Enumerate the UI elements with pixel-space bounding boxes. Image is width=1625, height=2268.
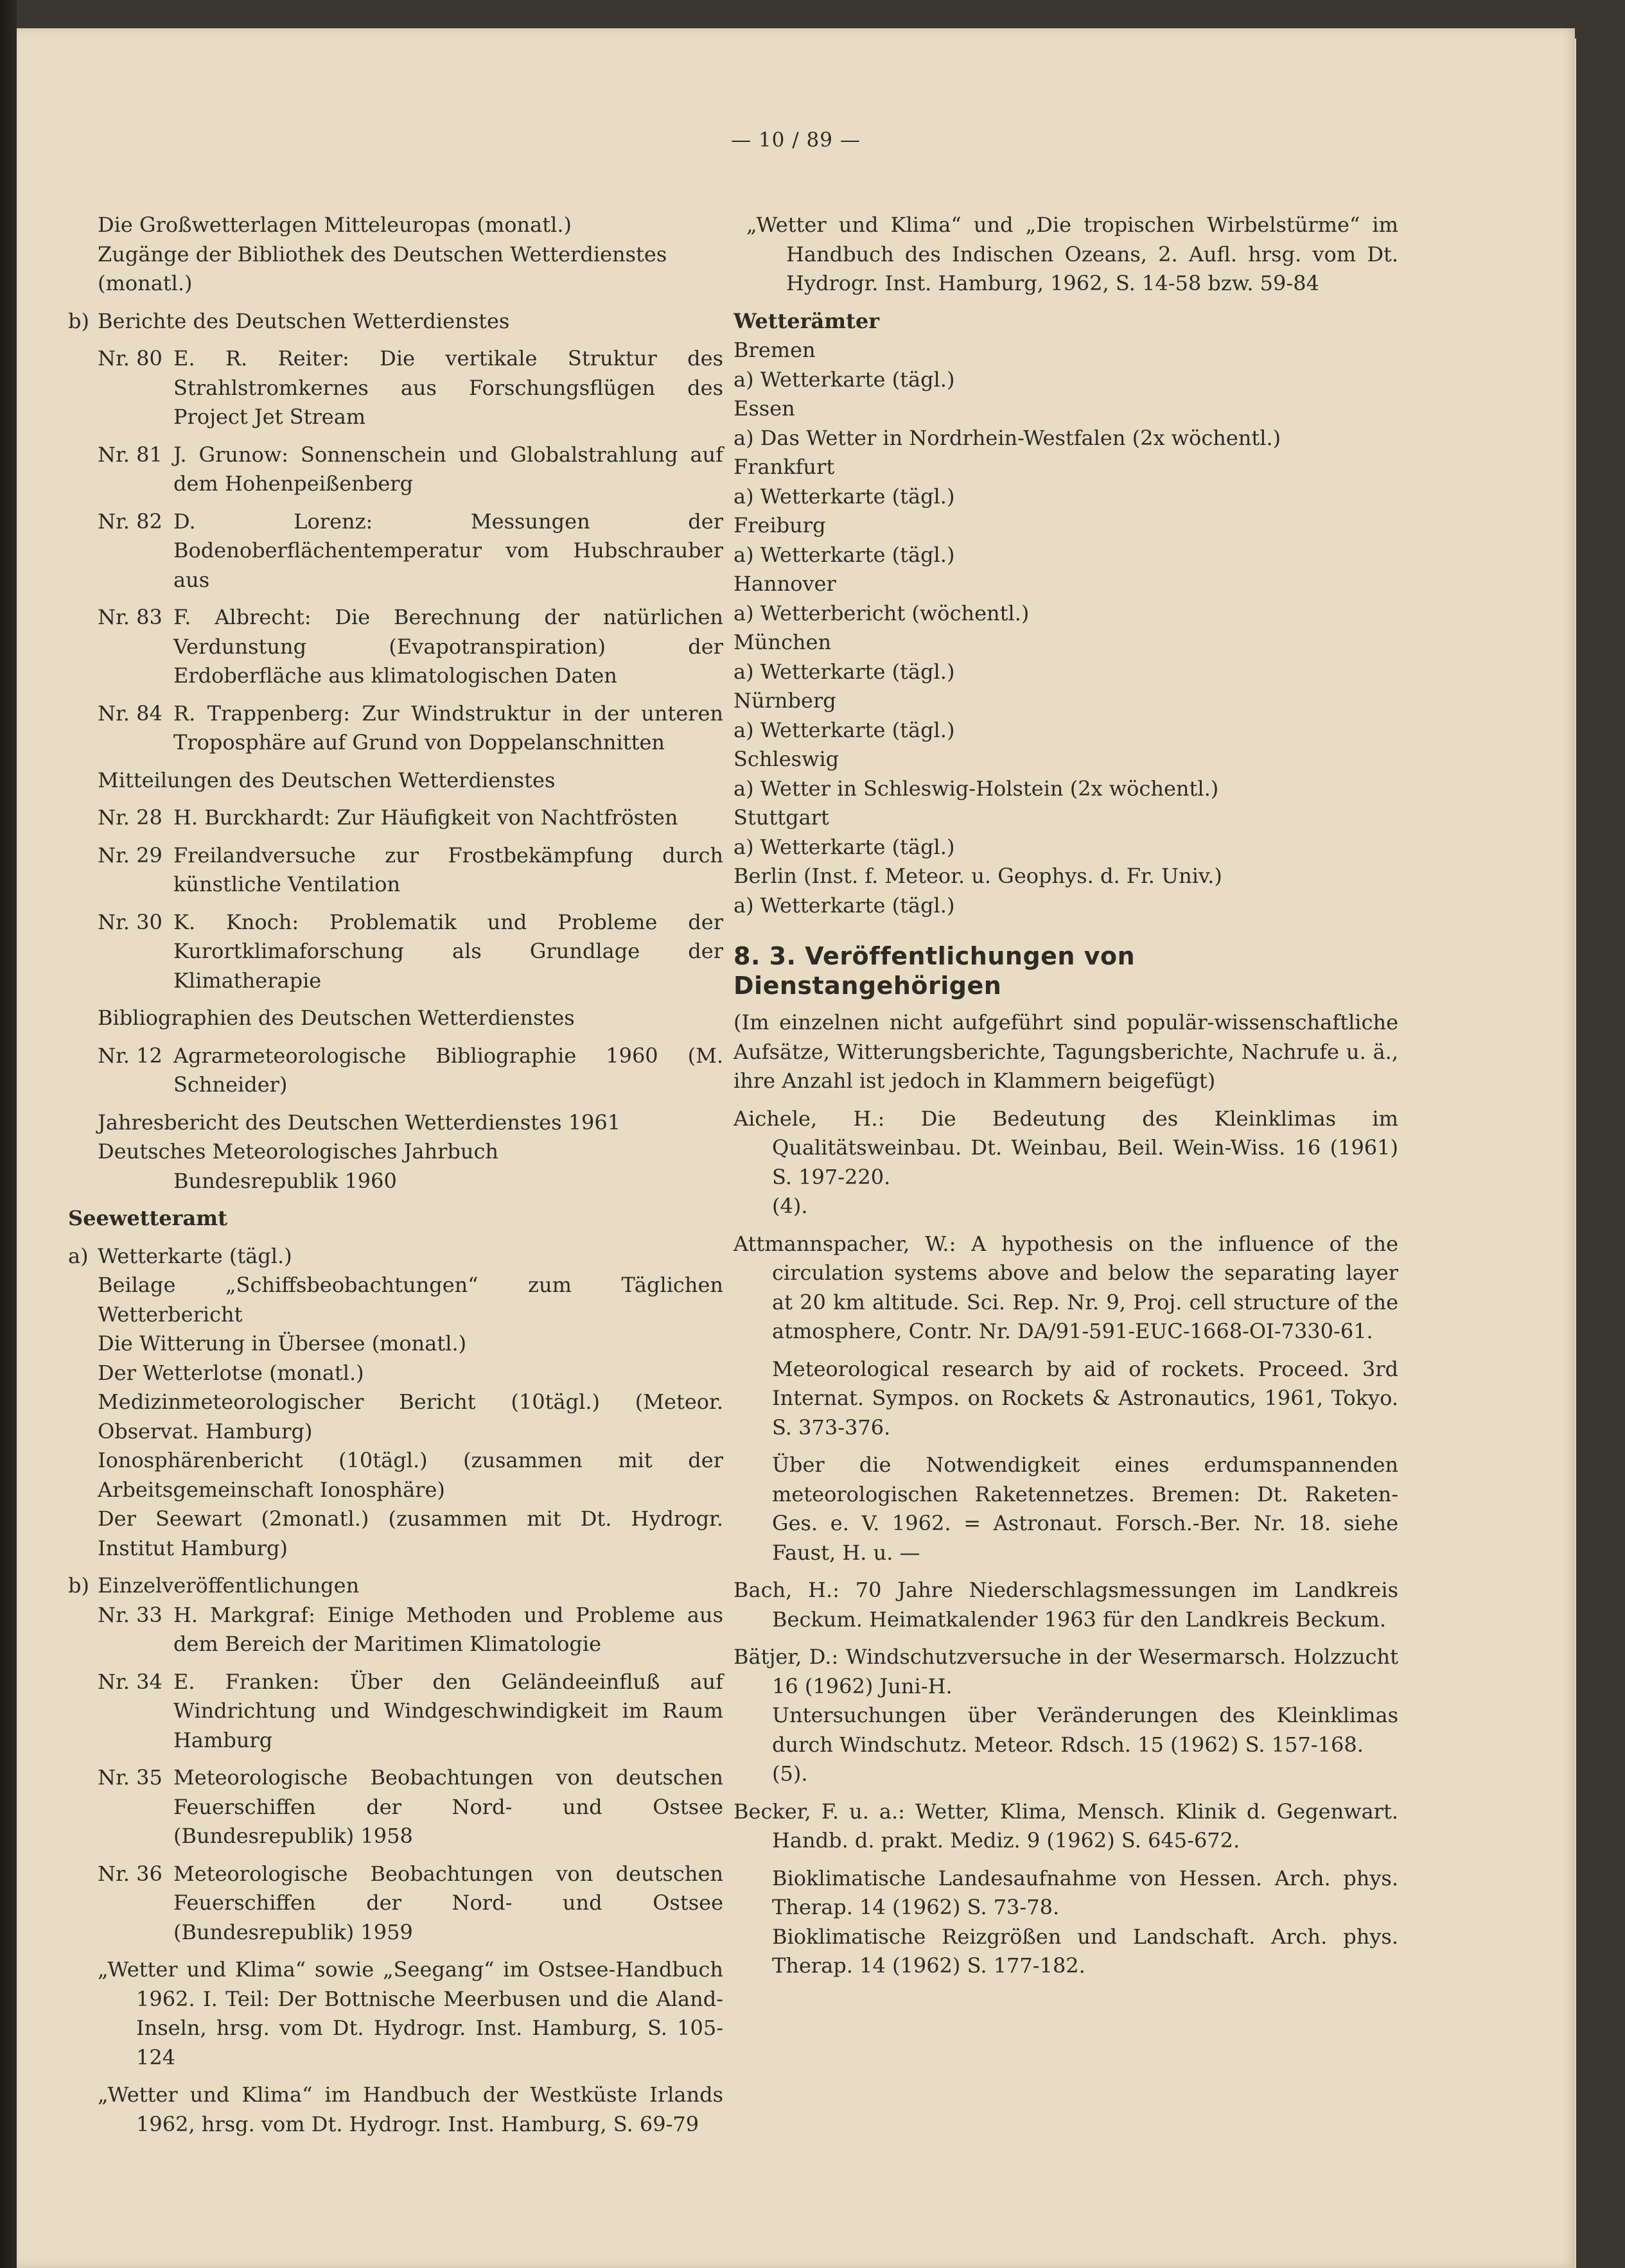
publication-sub: Bioklimatische Reizgrößen und Landschaft. Arch. phys. Therap. 14 (1962) S. 177-182. — [772, 1924, 1398, 1978]
office-item: a) Wetterbericht (wöchentl.) — [733, 600, 1030, 625]
mitteilungen-title: Mitteilungen des Deutschen Wetterdienstes — [98, 767, 556, 792]
item-text: Wetterkarte (tägl.) — [98, 1243, 292, 1268]
bibliographien-title: Bibliographien des Deutschen Wetterdienstes — [98, 1006, 575, 1030]
office-item: a) Wetterkarte (tägl.) — [733, 542, 955, 567]
einzel-list — [68, 1601, 723, 2140]
list-item: Der Wetterlotse (monatl.) — [98, 1360, 364, 1385]
list-item: „Wetter und Klima“ im Handbuch der Westküste Irlands 1962, hrsg. vom Dt. Hydrogr. Inst. Hamburg, S. 69-79 — [98, 2082, 723, 2136]
left-top-list — [68, 211, 723, 299]
seewetteramt-list — [68, 1271, 723, 1563]
office-item: a) Wetterkarte (tägl.) — [733, 717, 955, 742]
publication-sub: Über die Notwendigkeit eines erdumspannenden meteorologischen Raketennetzes. Bremen: Dt. Raketen-Ges. e. V. 1962. = Astronaut. Forsch.-Ber. Nr. 18. siehe Faust, H. u. — — [772, 1452, 1398, 1565]
office-city: Hannover — [733, 571, 836, 596]
list-item: Zugänge der Bibliothek des Deutschen Wetterdienstes (monatl.) — [98, 241, 667, 295]
document-page — [17, 28, 1575, 2268]
item-text: Meteorologische Beobachtungen von deutschen Feuerschiffen der Nord- und Ostsee (Bundesrepublik) 1959 — [173, 1861, 723, 1944]
einzel-heading — [68, 1571, 723, 1601]
item-number: Nr. 28 — [98, 805, 162, 830]
item-number: Nr. 36 — [98, 1861, 162, 1886]
publication-sub: (4). — [772, 1194, 808, 1218]
publication-main: Becker, F. u. a.: Wetter, Klima, Mensch. Klinik d. Gegenwart. Handb. d. prakt. Mediz. 9 (1962) S. 645-672. — [733, 1799, 1398, 1853]
item-number: Nr. 84 — [98, 701, 162, 726]
list-marker: b) — [68, 308, 89, 333]
list-item — [98, 1042, 723, 1100]
publication-sub: (5). — [772, 1761, 808, 1786]
item-number: Nr. 82 — [98, 509, 162, 534]
office-city: Bremen — [733, 338, 816, 362]
office-city: Schleswig — [733, 747, 839, 771]
berichte-title: Berichte des Deutschen Wetterdienstes — [98, 308, 510, 333]
list-item — [98, 1668, 723, 1756]
list-item — [98, 803, 723, 833]
list-item — [98, 908, 723, 996]
list-item — [98, 603, 723, 691]
berichte-list — [68, 344, 723, 1196]
office-item: a) Wetterkarte (tägl.) — [733, 484, 955, 509]
list-item — [68, 1242, 723, 1271]
office-city: Nürnberg — [733, 688, 836, 713]
publication-entry — [733, 1797, 1398, 1981]
item-number: Nr. 81 — [98, 442, 162, 467]
publication-main: Bach, H.: 70 Jahre Niederschlagsmessungen im Landkreis Beckum. Heimatkalender 1963 für den Landkreis Beckum. — [733, 1578, 1398, 1632]
list-item — [98, 1763, 723, 1851]
office-city: München — [733, 630, 832, 654]
list-item: Beilage „Schiffsbeobachtungen“ zum Täglichen Wetterbericht — [98, 1273, 723, 1327]
publication-entry — [733, 1104, 1398, 1221]
publication-main: Attmannspacher, W.: A hypothesis on the influence of the circulation systems above and below the separating layer at 20 km altitude. Sci. Rep. Nr. 9, Proj. cell structure of the atmosphere, Contr. Nr. DA/91-591-EUC-1668-OI-7330-61. — [733, 1231, 1398, 1343]
item-text: Meteorologische Beobachtungen von deutschen Feuerschiffen der Nord- und Ostsee (Bundesrepublik) 1958 — [173, 1765, 723, 1848]
office-item: a) Wetter in Schleswig-Holstein (2x wöchentl.) — [733, 776, 1219, 801]
publication-main: Bätjer, D.: Windschutzversuche in der Wesermarsch. Holzzucht 16 (1962) Juni-H. — [733, 1644, 1398, 1698]
office-item: a) Wetterkarte (tägl.) — [733, 659, 955, 684]
berichte-heading — [68, 307, 723, 336]
list-item — [98, 344, 723, 432]
section-heading: 8. 3. Veröffentlichungen von Dienstangehörigen — [733, 942, 1136, 1000]
publications-list — [733, 1104, 1398, 1981]
publication-sub: Meteorological research by aid of rockets. Proceed. 3rd Internat. Sympos. on Rockets & Astronautics, 1961, Tokyo. S. 373-376. — [772, 1356, 1398, 1440]
item-number: Nr. 30 — [98, 909, 162, 934]
publication-entry — [733, 1230, 1398, 1568]
office-city: Frankfurt — [733, 455, 835, 479]
publication-entry — [733, 1576, 1398, 1634]
publication-sub: Bioklimatische Landesaufnahme von Hessen. Arch. phys. Therap. 14 (1962) S. 73-78. — [772, 1865, 1398, 1919]
item-number: Nr. 33 — [98, 1602, 162, 1627]
item-text: E. R. Reiter: Die vertikale Struktur des Strahlstromkernes aus Forschungsflügen des Project Jet Stream — [173, 346, 723, 429]
office-item: a) Wetterkarte (tägl.) — [733, 834, 955, 859]
item-number: Nr. 35 — [98, 1765, 162, 1790]
item-number: Nr. 34 — [98, 1669, 162, 1694]
list-item — [98, 441, 723, 499]
list-item: Der Seewart (2monatl.) (zusammen mit Dt. Hydrogr. Institut Hamburg) — [98, 1506, 723, 1560]
list-marker: b) — [68, 1573, 89, 1598]
list-marker: a) — [68, 1243, 89, 1268]
list-item — [98, 507, 723, 595]
item-number: Nr. 12 — [98, 1043, 162, 1068]
einzel-title: Einzelveröffentlichungen — [98, 1573, 360, 1598]
item-number: Nr. 29 — [98, 842, 162, 868]
wetteraemter-heading: Wetterämter — [733, 308, 880, 333]
item-text: D. Lorenz: Messungen der Bodenoberflächentemperatur vom Hubschrauber aus — [173, 509, 723, 592]
list-item — [98, 1860, 723, 1948]
list-item: Ionosphärenbericht (10tägl.) (zusammen mit der Arbeitsgemeinschaft Ionosphäre) — [98, 1448, 723, 1502]
book-binding-edge — [0, 0, 17, 2268]
item-text: E. Franken: Über den Geländeeinfluß auf Windrichtung und Windgeschwindigkeit im Raum Hamburg — [173, 1669, 723, 1752]
section-intro: (Im einzelnen nicht aufgeführt sind populär-wissenschaftliche Aufsätze, Witterungsberichte, Tagungsberichte, Nachrufe u. ä., ihre Anzahl ist jedoch in Klammern beigefügt) — [733, 1010, 1398, 1093]
item-text: F. Albrecht: Die Berechnung der natürlichen Verdunstung (Evapotranspiration) der Erdoberfläche aus klimatologischen Daten — [173, 605, 723, 688]
list-item — [98, 1601, 723, 1659]
jahrbuch: Deutsches Meteorologisches Jahrbuch — [98, 1139, 499, 1164]
seewetteramt-heading: Seewetteramt — [68, 1206, 227, 1230]
jahrbuch-subtitle: Bundesrepublik 1960 — [173, 1168, 397, 1193]
office-item: a) Das Wetter in Nordrhein-Westfalen (2x wöchentl.) — [733, 425, 1281, 450]
list-item: „Wetter und Klima“ sowie „Seegang“ im Ostsee-Handbuch 1962. I. Teil: Der Bottnische Meerbusen und die Aland-Inseln, hrsg. vom Dt. Hydrogr. Inst. Hamburg, S. 105-124 — [98, 1957, 723, 2070]
wetteraemter-list — [733, 336, 1398, 920]
office-city: Berlin (Inst. f. Meteor. u. Geophys. d. Fr. Univ.) — [733, 864, 1222, 888]
publication-main: Aichele, H.: Die Bedeutung des Kleinklimas im Qualitätsweinbau. Dt. Weinbau, Beil. Wein-Wiss. 16 (1961) S. 197-220. — [733, 1106, 1398, 1189]
item-text: Freilandversuche zur Frostbekämpfung durch künstliche Ventilation — [173, 842, 723, 896]
list-item: Die Witterung in Übersee (monatl.) — [98, 1331, 467, 1356]
item-text: Agrarmeteorologische Bibliographie 1960 (M. Schneider) — [173, 1043, 723, 1097]
office-item: a) Wetterkarte (tägl.) — [733, 367, 955, 392]
list-item: „Wetter und Klima“ und „Die tropischen Wirbelstürme“ im Handbuch des Indischen Ozeans, 2. Aufl. hrsg. vom Dt. Hydrogr. Inst. Hamburg, 1962, S. 14-58 bzw. 59-84 — [746, 213, 1398, 295]
item-text: J. Grunow: Sonnenschein und Globalstrahlung auf dem Hohenpeißenberg — [173, 442, 723, 496]
item-number: Nr. 80 — [98, 346, 162, 371]
item-number: Nr. 83 — [98, 605, 162, 629]
left-column — [68, 211, 723, 2139]
office-city: Freiburg — [733, 513, 826, 537]
jahresbericht: Jahresbericht des Deutschen Wetterdienstes 1961 — [98, 1110, 621, 1135]
list-item — [98, 699, 723, 758]
office-city: Essen — [733, 396, 795, 421]
page-number: — 10 / 89 — — [731, 128, 861, 152]
item-text: R. Trappenberg: Zur Windstruktur in der unteren Troposphäre auf Grund von Doppelanschnitten — [173, 701, 723, 755]
list-item — [98, 841, 723, 900]
list-item: Die Großwetterlagen Mitteleuropas (monatl.) — [98, 213, 572, 237]
right-column — [733, 211, 1398, 1981]
office-city: Stuttgart — [733, 805, 829, 830]
item-text: H. Burckhardt: Zur Häufigkeit von Nachtfrösten — [173, 805, 678, 830]
item-text: K. Knoch: Problematik und Probleme der Kurortklimaforschung als Grundlage der Klimatherapie — [173, 909, 723, 993]
publication-sub: Untersuchungen über Veränderungen des Kleinklimas durch Windschutz. Meteor. Rdsch. 15 (1962) S. 157-168. — [772, 1703, 1398, 1757]
item-text: H. Markgraf: Einige Methoden und Probleme aus dem Bereich der Maritimen Klimatologie — [173, 1602, 723, 1656]
office-item: a) Wetterkarte (tägl.) — [733, 893, 955, 918]
publication-entry — [733, 1643, 1398, 1789]
list-item: Medizinmeteorologischer Bericht (10tägl.) (Meteor. Observat. Hamburg) — [98, 1390, 723, 1444]
